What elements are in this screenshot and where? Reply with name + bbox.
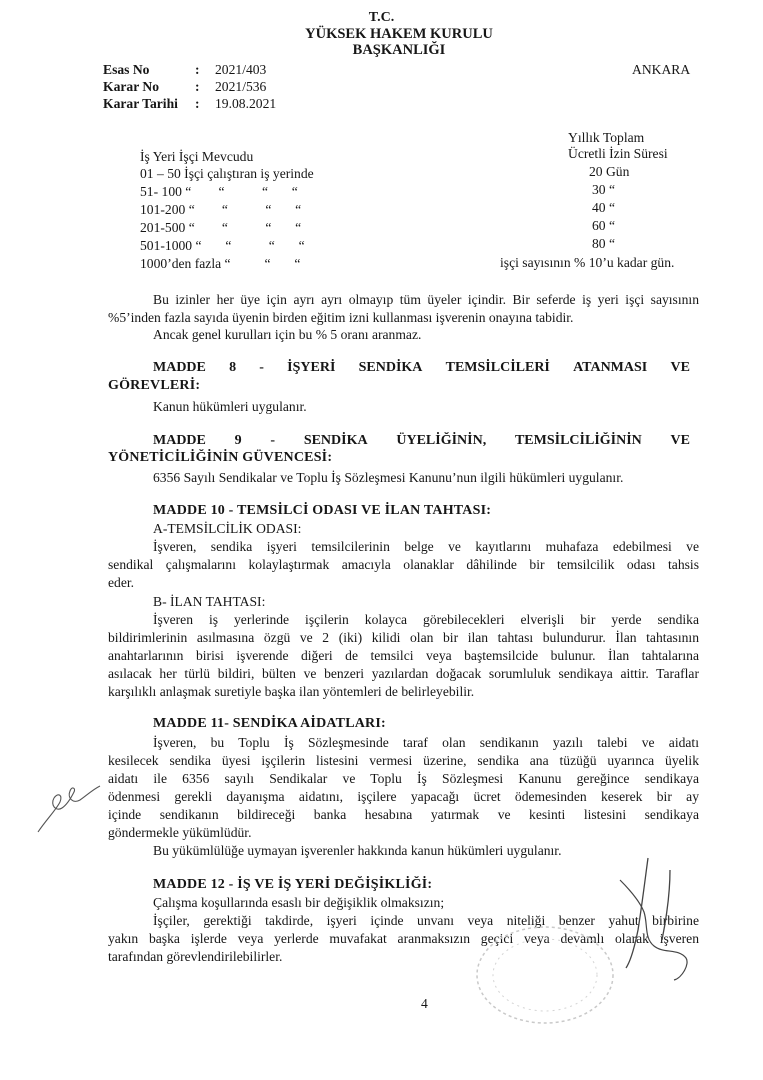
header-tc: T.C. [368, 10, 395, 25]
table-row-right: 20 Gün [589, 164, 630, 179]
madde-11-line-1: İşveren, bu Toplu İş Sözleşmesinde taraf olan sendikanın yazılı talebi ve aidatı [153, 735, 699, 750]
table-row-right: 80 “ [592, 236, 616, 251]
table-row-left: 201-500 “ “ “ “ [140, 220, 302, 235]
madde-10-b-line-5: karşılıklı anlaşmak suretiyle başka ilan yöntemleri de belirleyebilir. [108, 684, 475, 699]
meta-karar [103, 79, 266, 95]
madde-10-b-line-4: asılacak her türlü bildiri, bülten ve benzeri yazılardan doğacak sorumluluk sendikaya aittir. Taraflar [108, 666, 699, 681]
table-row-right: 60 “ [592, 218, 616, 233]
title-word: MADDE [153, 360, 206, 375]
title-word: ATANMASI [573, 360, 648, 375]
madde-11-line-6: göndermekle yükümlüdür. [108, 825, 252, 840]
title-word: - [270, 433, 276, 448]
signature-initials-left [30, 780, 110, 840]
madde-8-title-line-1 [153, 360, 690, 376]
table-row-right: 30 “ [592, 182, 616, 197]
madde-10-subtitle-b: B- İLAN TAHTASI: [153, 594, 266, 609]
madde-12-title: MADDE 12 - İŞ VE İŞ YERİ DEĞİŞİKLİĞİ: [153, 877, 433, 892]
madde-9-body: 6356 Sayılı Sendikalar ve Toplu İş Sözleşmesi Kanunu’nun ilgili hükümleri uygulanır. [153, 470, 624, 485]
title-word: 8 [229, 360, 237, 375]
madde-11-line-4: ödenmesi gerekli dayanışma aidatını, işçilere yapacağı ücret ödemesinden keserek bir ay [108, 789, 699, 804]
header-presidency: BAŞKANLIĞI [352, 42, 446, 58]
madde-11-title: MADDE 11- SENDİKA AİDATLARI: [153, 716, 386, 731]
table-row-right: 40 “ [592, 200, 616, 215]
table-row-left: 501-1000 “ “ “ “ [140, 238, 305, 253]
title-word: TEMSİLCİLİĞİNİN [514, 433, 642, 448]
p1-line-3: Ancak genel kurulları için bu % 5 oranı aranmaz. [153, 327, 422, 342]
p1-line-2: %5’inden fazla sayıda üyenin birden eğitim izni kullanması işverenin onayına tabidir. [108, 310, 574, 325]
tarih-colon: : [195, 96, 200, 111]
title-word: - [259, 360, 264, 375]
madde-8-title-line-2: GÖREVLERİ: [108, 378, 201, 393]
madde-10-b-line-3: anahtarlarının birisi işverende diğeri de temsilci veya baştemsilcide bulunur. İlan tahtalarına [108, 648, 699, 663]
madde-10-subtitle-a: A-TEMSİLCİLİK ODASI: [153, 521, 302, 536]
page-number: 4 [421, 996, 428, 1011]
madde-10-a-line-3: eder. [108, 575, 135, 590]
madde-12-line-4: tarafından görevlendirilebilirler. [108, 949, 283, 964]
madde-9-title-line-1 [153, 433, 690, 449]
madde-10-title: MADDE 10 - TEMSİLCİ ODASI VE İLAN TAHTASI: [153, 503, 492, 518]
meta-tarih [103, 96, 276, 112]
madde-11-line-7: Bu yükümlülüğe uymayan işverenler hakkında kanun hükümleri uygulanır. [153, 843, 562, 858]
karar-label: Karar No [103, 79, 160, 94]
table-row-left: 1000’den fazla “ “ “ [140, 256, 301, 271]
table-row-left: 01 – 50 İşçi çalıştıran iş yerinde [140, 166, 314, 181]
stamp-seal [470, 920, 620, 1030]
header-court-name: YÜKSEK HAKEM KURULU [305, 26, 493, 42]
madde-11-line-3: aidatı ile 6356 sayılı Sendikalar ve Toplu İş Sözleşmesi Kanunu gereğince sendikaya [108, 771, 699, 786]
madde-10-b-line-1: İşveren iş yerlerinde işçilerin kolayca görebilecekleri elverişli bir yerde sendika [153, 612, 699, 627]
madde-12-line-1: Çalışma koşullarında esaslı bir değişiklik olmaksızın; [153, 895, 445, 910]
title-word: MADDE [153, 433, 206, 448]
title-word: TEMSİLCİLERİ [445, 360, 550, 375]
madde-11-line-5: içinde sendikanın bildireceği banka hesabına yatırmak ve kesinti listesini sendikaya [108, 807, 699, 822]
tarih-label: Karar Tarihi [103, 96, 178, 111]
madde-10-a-line-1: İşveren, sendika işyeri temsilcilerinin belge ve kayıtlarını muhafaza edebilmesi ve [153, 539, 699, 554]
title-word: SENDİKA [358, 360, 423, 375]
table-row-right: işçi sayısının % 10’u kadar gün. [500, 255, 675, 270]
madde-8-body: Kanun hükümleri uygulanır. [153, 399, 307, 414]
title-word: ÜYELİĞİNİN, [396, 433, 487, 448]
table-right-header-2: Ücretli İzin Süresi [568, 146, 668, 161]
esas-colon: : [195, 62, 200, 77]
title-word: SENDİKA [303, 433, 368, 448]
karar-colon: : [195, 79, 200, 94]
table-left-header: İş Yeri İşçi Mevcudu [140, 149, 254, 164]
esas-label: Esas No [103, 62, 150, 77]
esas-value: 2021/403 [215, 62, 267, 77]
title-word: VE [670, 433, 690, 448]
meta-esas [103, 62, 266, 78]
tarih-value: 19.08.2021 [215, 96, 277, 111]
title-word: İŞYERİ [287, 360, 336, 375]
title-word: 9 [234, 433, 242, 448]
karar-value: 2021/536 [215, 79, 267, 94]
table-row-left: 101-200 “ “ “ “ [140, 202, 302, 217]
table-right-header-1: Yıllık Toplam [568, 130, 645, 145]
title-word: VE [670, 360, 690, 375]
madde-10-a-line-2: sendikal çalışmalarını kolaylaştırmak amacıyla olanaklar dâhilinde bir temsilcilik odası tahsis [108, 557, 699, 572]
p1-line-1: Bu izinler her üye için ayrı ayrı olmayıp tüm üyeler içindir. Bir seferde iş yeri işçi sayısının [153, 292, 699, 307]
table-row-left: 51- 100 “ “ “ “ [140, 184, 298, 199]
madde-12-line-2: İşçiler, gerektiği takdirde, işyeri içinde unvanı veya niteliği benzer yahut birbirine [153, 913, 699, 928]
madde-10-b-line-2: bildirimlerinin asılmasına özgü ve 2 (iki) kilidi olan bir ilan tahtası bulundurur. İlan tahtasının [108, 630, 699, 645]
madde-11-line-2: kesilecek sendika üyesi işçilerin listesini vermesi üzerine, sendika ana tüzüğü uyarınca üyelik [108, 753, 699, 768]
madde-12-line-3: yakın başka işlerde veya yerlerde muvafakat aranmaksızın geçici veya devamlı olarak işveren [108, 931, 699, 946]
madde-9-title-line-2: YÖNETİCİLİĞİNİN GÜVENCESİ: [108, 450, 333, 465]
city: ANKARA [632, 62, 691, 77]
